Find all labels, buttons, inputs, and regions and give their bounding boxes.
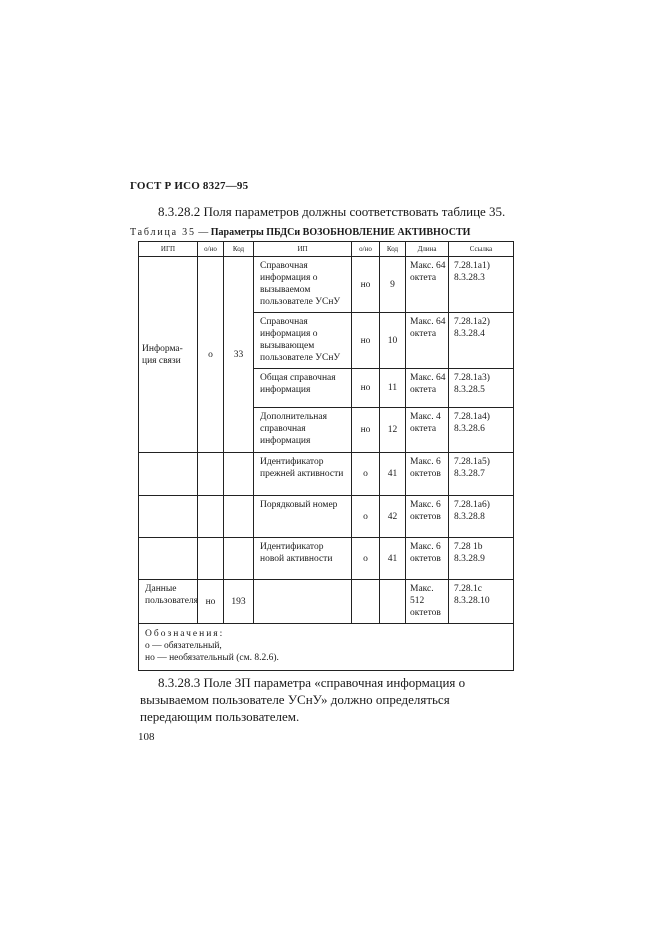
col-header-ip-code: Код [380, 242, 406, 257]
igp-req-cell: о [198, 257, 224, 453]
ip-cell: Справочная информация о вызываемом пользователе УСнУ [254, 257, 352, 313]
igp-code-cell: 33 [224, 257, 254, 453]
page-number: 108 [138, 731, 155, 743]
ip-code-cell: 9 [380, 257, 406, 313]
empty-cell [198, 496, 224, 538]
ip-code-cell: 11 [380, 369, 406, 408]
ip-cell: Общая справочная информация [254, 369, 352, 408]
length-cell: Макс. 64 октета [406, 313, 449, 369]
ip-code-cell: 41 [380, 538, 406, 580]
igp-cell: Информа-ция связи [139, 257, 198, 453]
col-header-ip: ИП [254, 242, 352, 257]
paragraph-8-3-28-3: 8.3.28.3 Поле ЗП параметра «справочная информация о вызываемом пользователе УСнУ» должно определяться передающим пользователем. [140, 675, 466, 724]
col-header-ip-req: о/но [352, 242, 380, 257]
notes-row [139, 624, 514, 671]
reference-cell: 7.28.1с 8.3.28.10 [449, 580, 514, 624]
ip-cell: Идентификатор прежней активности [254, 453, 352, 496]
table-row [139, 257, 514, 313]
length-cell: Макс. 512 октетов [406, 580, 449, 624]
col-header-igp-code: Код [224, 242, 254, 257]
igp-cell: Данные пользователя [139, 580, 198, 624]
ip-req-cell: но [352, 408, 380, 453]
ip-req-cell: о [352, 538, 380, 580]
table-caption-dash: — [195, 227, 211, 238]
table-row [139, 538, 514, 580]
empty-cell [380, 580, 406, 624]
col-header-reference: Ссылка [449, 242, 514, 257]
igp-code-cell: 193 [224, 580, 254, 624]
ip-cell: Дополнительная справочная информация [254, 408, 352, 453]
ip-req-cell: но [352, 369, 380, 408]
length-cell: Макс. 6 октетов [406, 496, 449, 538]
empty-cell [198, 453, 224, 496]
document-header: ГОСТ Р ИСО 8327—95 [130, 180, 249, 192]
empty-cell [254, 580, 352, 624]
ip-req-cell: но [352, 313, 380, 369]
table-row [139, 496, 514, 538]
empty-cell [352, 580, 380, 624]
notes-line: но — необязательный (см. 8.2.6). [145, 653, 279, 663]
empty-cell [224, 453, 254, 496]
table-header-row [139, 242, 514, 257]
notes-title: Обозначения: [145, 629, 225, 639]
reference-cell: 7.28 1b 8.3.28.9 [449, 538, 514, 580]
ip-code-cell: 12 [380, 408, 406, 453]
ip-req-cell: о [352, 496, 380, 538]
ip-code-cell: 42 [380, 496, 406, 538]
reference-cell: 7.28.1а4) 8.3.28.6 [449, 408, 514, 453]
reference-cell: 7.28.1а2) 8.3.28.4 [449, 313, 514, 369]
col-header-igp: ИГП [139, 242, 198, 257]
reference-cell: 7.28.1а5) 8.3.28.7 [449, 453, 514, 496]
notes-cell [139, 624, 514, 671]
ip-cell: Порядковый номер [254, 496, 352, 538]
table-caption-label: Таблица 35 [130, 227, 196, 238]
igp-req-cell: но [198, 580, 224, 624]
reference-cell: 7.28.1а1) 8.3.28.3 [449, 257, 514, 313]
length-cell: Макс. 6 октетов [406, 453, 449, 496]
length-cell: Макс. 6 октетов [406, 538, 449, 580]
empty-cell [139, 496, 198, 538]
col-header-length: Длина [406, 242, 449, 257]
notes-line: о — обязательный, [145, 641, 222, 651]
intro-paragraph: 8.3.28.2 Поля параметров должны соответствовать таблице 35. [158, 204, 506, 219]
empty-cell [224, 496, 254, 538]
length-cell: Макс. 64 октета [406, 369, 449, 408]
table-row [139, 580, 514, 624]
empty-cell [139, 453, 198, 496]
ip-req-cell: о [352, 453, 380, 496]
length-cell: Макс. 64 октета [406, 257, 449, 313]
reference-cell: 7.28.1а6) 8.3.28.8 [449, 496, 514, 538]
empty-cell [139, 538, 198, 580]
reference-cell: 7.28.1а3) 8.3.28.5 [449, 369, 514, 408]
ip-code-cell: 41 [380, 453, 406, 496]
ip-code-cell: 10 [380, 313, 406, 369]
table-caption [130, 227, 470, 238]
table-row [139, 453, 514, 496]
ip-req-cell: но [352, 257, 380, 313]
length-cell: Макс. 4 октета [406, 408, 449, 453]
ip-cell: Справочная информация о вызывающем пользователе УСнУ [254, 313, 352, 369]
parameters-table [138, 241, 514, 671]
empty-cell [224, 538, 254, 580]
col-header-igp-req: о/но [198, 242, 224, 257]
table-caption-title: Параметры ПБДСи ВОЗОБНОВЛЕНИЕ АКТИВНОСТИ [210, 227, 471, 238]
ip-cell: Идентификатор новой активности [254, 538, 352, 580]
empty-cell [198, 538, 224, 580]
